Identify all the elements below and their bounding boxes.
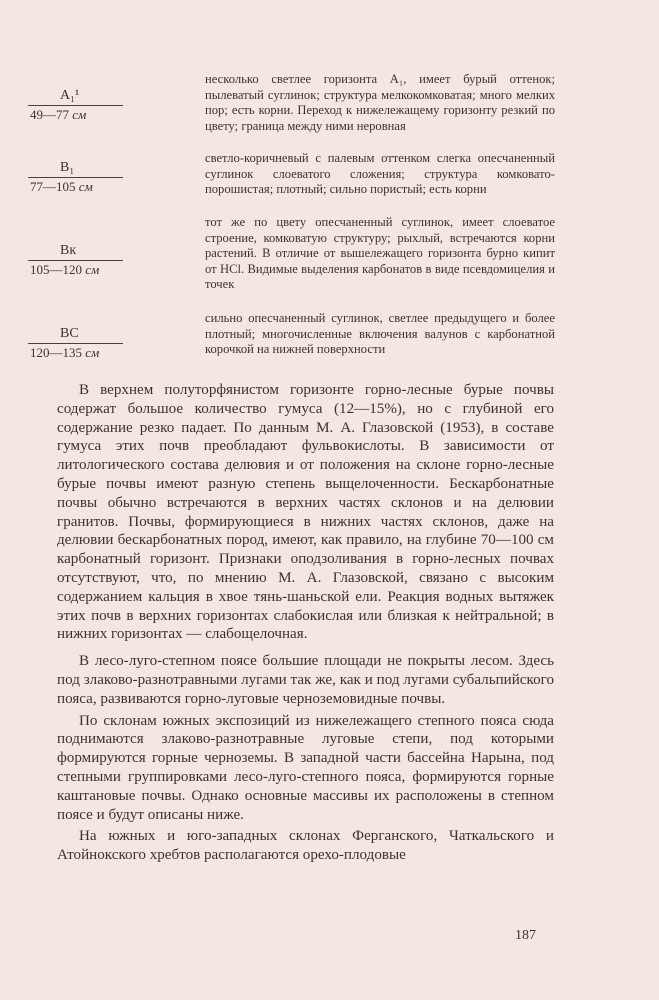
horizon-divider (28, 343, 123, 344)
horizon-label-b1 (28, 160, 123, 194)
horizon-name: B₁ (60, 160, 75, 175)
horizon-name: Bк (60, 243, 77, 258)
horizon-divider (28, 105, 123, 106)
page-number: 187 (515, 928, 536, 943)
horizon-depth: 49—77 см (30, 107, 87, 122)
paragraph: В лесо-луго-степном поясе большие площади не покрыты лесом. Здесь под злаково-разнотравными лугами так же, как и под лугами субальпийского пояса, развиваются горно-луговые черноземовидные почвы. (57, 653, 554, 707)
horizon-label-bc (28, 326, 123, 360)
paragraph: На южных и юго-западных склонах Ферганского, Чаткальского и Атойнокского хребтов располагаются орехо-плодовые (57, 828, 554, 864)
horizon-label-a1-1 (28, 88, 123, 122)
horizon-depth: 105—120 см (30, 262, 100, 277)
horizon-description: сильно опесчаненный суглинок, светлее предыдущего и более плотный; многочисленные включения валунов с карбонатной корочкой на нижней поверхности (205, 311, 555, 357)
horizon-depth: 77—105 см (30, 179, 93, 194)
horizon-divider (28, 260, 123, 261)
horizon-label-bk (28, 243, 123, 277)
horizon-description: тот же по цвету опесчаненный суглинок, имеет слоеватое строение, комковатую структуру; рыхлый, встречаются корни растений. В отличие от вышележащего горизонта бурно кипит от HCl. Видимые выделения карбонатов в виде псевдомицелия и точек (205, 215, 555, 292)
horizon-divider (28, 177, 123, 178)
horizon-description: светло-коричневый с палевым оттенком слегка опесчаненный суглинок слоеватого сложения; структура комковато-порошистая; плотный; сильно пористый; есть корни (205, 151, 555, 197)
horizon-name: A₁¹ (60, 88, 80, 103)
paragraph: В верхнем полуторфянистом горизонте горно-лесные бурые почвы содержат большое количество гумуса (12—15%), но с глубиной его содержание резко падает. По данным М. А. Глазовской (1953), в составе гумуса этих почв преобладают фульвокислоты. В зависимости от литологического состава делювия и от положения на склоне горно-лесные бурые почвы имеют разную степень выщелоченности. Бескарбонатные почвы обычно встречаются в верхних частях склонов и на делювии гранитов. Почвы, формирующиеся в нижних частях склонов, даже на делювии бескарбонатных пород, имеют, как правило, на глубине 70—100 см карбонатный горизонт. Признаки оподзоливания в горно-лесных почвах отсутствуют, что, по мнению М. А. Глазовской, связано с высоким содержанием кальция в хвое тянь-шаньской ели. Реакция водных вытяжек этих почв в верхних горизонтах слабокислая или близкая к нейтральной; в нижних горизонтах — слабощелочная. (57, 382, 554, 643)
body-text (57, 381, 554, 868)
horizon-description: несколько светлее горизонта A₁, имеет бурый оттенок; пылеватый суглинок; структура мелкокомковатая; много мелких пор; есть корни. Переход к нижележащему горизонту резкий по цвету; граница между ними неровная (205, 72, 555, 133)
horizon-name: BC (60, 326, 79, 341)
paragraph: По склонам южных экспозиций из нижележащего степного пояса сюда поднимаются злаково-разнотравные луговые степи, под которыми формируются горные черноземы. В западной части бассейна Нарына, под степными группировками лесо-луго-степного пояса, формируются горные каштановые почвы. Однако основные массивы их расположены в степном поясе и будут описаны ниже. (57, 712, 554, 823)
horizon-depth: 120—135 см (30, 345, 100, 360)
